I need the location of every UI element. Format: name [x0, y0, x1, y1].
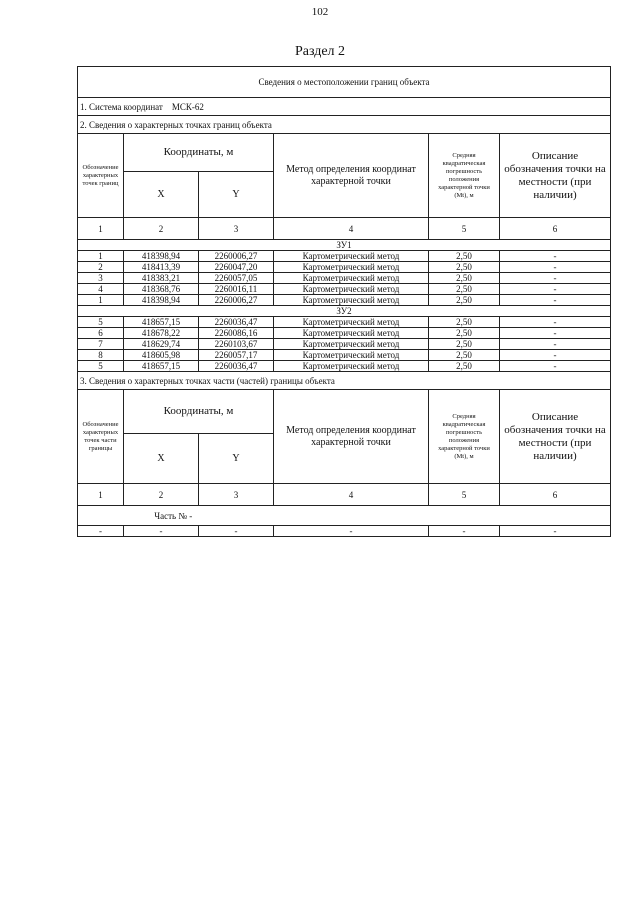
point-description: -: [500, 328, 611, 339]
group-name: ЗУ2: [78, 306, 611, 317]
part-point-cell-4: -: [274, 526, 429, 537]
point-x: 418657,15: [124, 317, 199, 328]
point-number: 1: [78, 295, 124, 306]
point-y: 2260086,16: [199, 328, 274, 339]
table-row: [78, 295, 611, 306]
point-x: 418605,98: [124, 350, 199, 361]
header-y-part: Y: [199, 434, 274, 484]
header-point-designation-part: Обозначение характерных точек части границы: [78, 390, 124, 484]
header-y: Y: [199, 172, 274, 218]
part-number-row: [78, 506, 611, 526]
column-number-2: 2: [124, 218, 199, 240]
column-number-1: 1: [78, 218, 124, 240]
table-row: [78, 273, 611, 284]
point-x: 418398,94: [124, 251, 199, 262]
point-y: 2260057,17: [199, 350, 274, 361]
point-description: -: [500, 284, 611, 295]
table-row: [78, 339, 611, 350]
group-row: [78, 306, 611, 317]
point-method: Картометрический метод: [274, 273, 429, 284]
header-coordinates: Координаты, м: [124, 134, 274, 172]
point-method: Картометрический метод: [274, 317, 429, 328]
point-description: -: [500, 273, 611, 284]
column-number-3: 3: [199, 218, 274, 240]
part-points-row: [78, 526, 611, 537]
column-number-5: 5: [429, 484, 500, 506]
header-x-part: X: [124, 434, 199, 484]
header-description-part: Описание обозначения точки на местности (при наличии): [500, 390, 611, 484]
coord-system-row: [78, 98, 611, 116]
column-number-4: 4: [274, 484, 429, 506]
point-description: -: [500, 251, 611, 262]
boundaries-table: [77, 66, 611, 537]
header-point-designation: Обозначение характерных точек границ: [78, 134, 124, 218]
header-accuracy: Средняя квадратическая погрешность положения характерной точки (Mt), м: [429, 134, 500, 218]
point-description: -: [500, 339, 611, 350]
point-number: 3: [78, 273, 124, 284]
point-method: Картометрический метод: [274, 361, 429, 372]
point-number: 5: [78, 317, 124, 328]
column-number-5: 5: [429, 218, 500, 240]
point-accuracy: 2,50: [429, 295, 500, 306]
header-accuracy-part: Средняя квадратическая погрешность положения характерной точки (Mt), м: [429, 390, 500, 484]
point-description: -: [500, 295, 611, 306]
point-number: 2: [78, 262, 124, 273]
point-y: 2260006,27: [199, 251, 274, 262]
column-numbers-row: [78, 218, 611, 240]
table-row: [78, 361, 611, 372]
point-accuracy: 2,50: [429, 251, 500, 262]
column-number-2: 2: [124, 484, 199, 506]
section-title: Раздел 2: [294, 44, 346, 59]
point-x: 418398,94: [124, 295, 199, 306]
point-number: 1: [78, 251, 124, 262]
point-y: 2260036,47: [199, 361, 274, 372]
column-number-1: 1: [78, 484, 124, 506]
part-point-cell-1: -: [78, 526, 124, 537]
point-number: 4: [78, 284, 124, 295]
column-number-4: 4: [274, 218, 429, 240]
point-accuracy: 2,50: [429, 339, 500, 350]
header-coordinates-part: Координаты, м: [124, 390, 274, 434]
column-number-6: 6: [500, 484, 611, 506]
point-y: 2260006,27: [199, 295, 274, 306]
column-numbers-row: [78, 484, 611, 506]
column-number-6: 6: [500, 218, 611, 240]
table-row: [78, 328, 611, 339]
header-method-part: Метод определения координат характерной точки: [274, 390, 429, 484]
point-number: 7: [78, 339, 124, 350]
coord-system-label: 1. Система координат: [80, 101, 163, 112]
point-accuracy: 2,50: [429, 284, 500, 295]
point-method: Картометрический метод: [274, 350, 429, 361]
page-number: 102: [311, 6, 329, 18]
subsection-3-title: 3. Сведения о характерных точках части (частей) границы объекта: [78, 372, 611, 390]
column-number-3: 3: [199, 484, 274, 506]
table-row: [78, 350, 611, 361]
point-description: -: [500, 262, 611, 273]
point-accuracy: 2,50: [429, 317, 500, 328]
point-y: 2260103,67: [199, 339, 274, 350]
header-description: Описание обозначения точки на местности (при наличии): [500, 134, 611, 218]
part-point-cell-3: -: [199, 526, 274, 537]
point-accuracy: 2,50: [429, 262, 500, 273]
header-method: Метод определения координат характерной точки: [274, 134, 429, 218]
point-description: -: [500, 350, 611, 361]
group-name: ЗУ1: [78, 240, 611, 251]
point-y: 2260047,20: [199, 262, 274, 273]
point-x: 418657,15: [124, 361, 199, 372]
point-accuracy: 2,50: [429, 273, 500, 284]
point-method: Картометрический метод: [274, 262, 429, 273]
point-number: 6: [78, 328, 124, 339]
point-method: Картометрический метод: [274, 251, 429, 262]
group-row: [78, 240, 611, 251]
point-y: 2260057,05: [199, 273, 274, 284]
table-title: Сведения о местоположении границ объекта: [78, 67, 611, 98]
point-method: Картометрический метод: [274, 284, 429, 295]
table-row: [78, 317, 611, 328]
point-y: 2260016,11: [199, 284, 274, 295]
point-number: 5: [78, 361, 124, 372]
coord-system-value: МСК-62: [171, 101, 204, 112]
point-method: Картометрический метод: [274, 328, 429, 339]
part-point-cell-2: -: [124, 526, 199, 537]
point-x: 418383,21: [124, 273, 199, 284]
point-y: 2260036,47: [199, 317, 274, 328]
point-accuracy: 2,50: [429, 350, 500, 361]
point-description: -: [500, 317, 611, 328]
point-method: Картометрический метод: [274, 339, 429, 350]
point-x: 418629,74: [124, 339, 199, 350]
point-accuracy: 2,50: [429, 361, 500, 372]
part-point-cell-6: -: [500, 526, 611, 537]
table-row: [78, 262, 611, 273]
part-point-cell-5: -: [429, 526, 500, 537]
header-x: X: [124, 172, 199, 218]
point-x: 418678,22: [124, 328, 199, 339]
point-accuracy: 2,50: [429, 328, 500, 339]
part-number-value: -: [189, 510, 193, 521]
table-row: [78, 251, 611, 262]
point-x: 418368,76: [124, 284, 199, 295]
point-method: Картометрический метод: [274, 295, 429, 306]
table-row: [78, 284, 611, 295]
subsection-2-title: 2. Сведения о характерных точках границ объекта: [78, 116, 611, 134]
part-number-label: Часть №: [154, 510, 187, 521]
point-number: 8: [78, 350, 124, 361]
point-x: 418413,39: [124, 262, 199, 273]
point-description: -: [500, 361, 611, 372]
